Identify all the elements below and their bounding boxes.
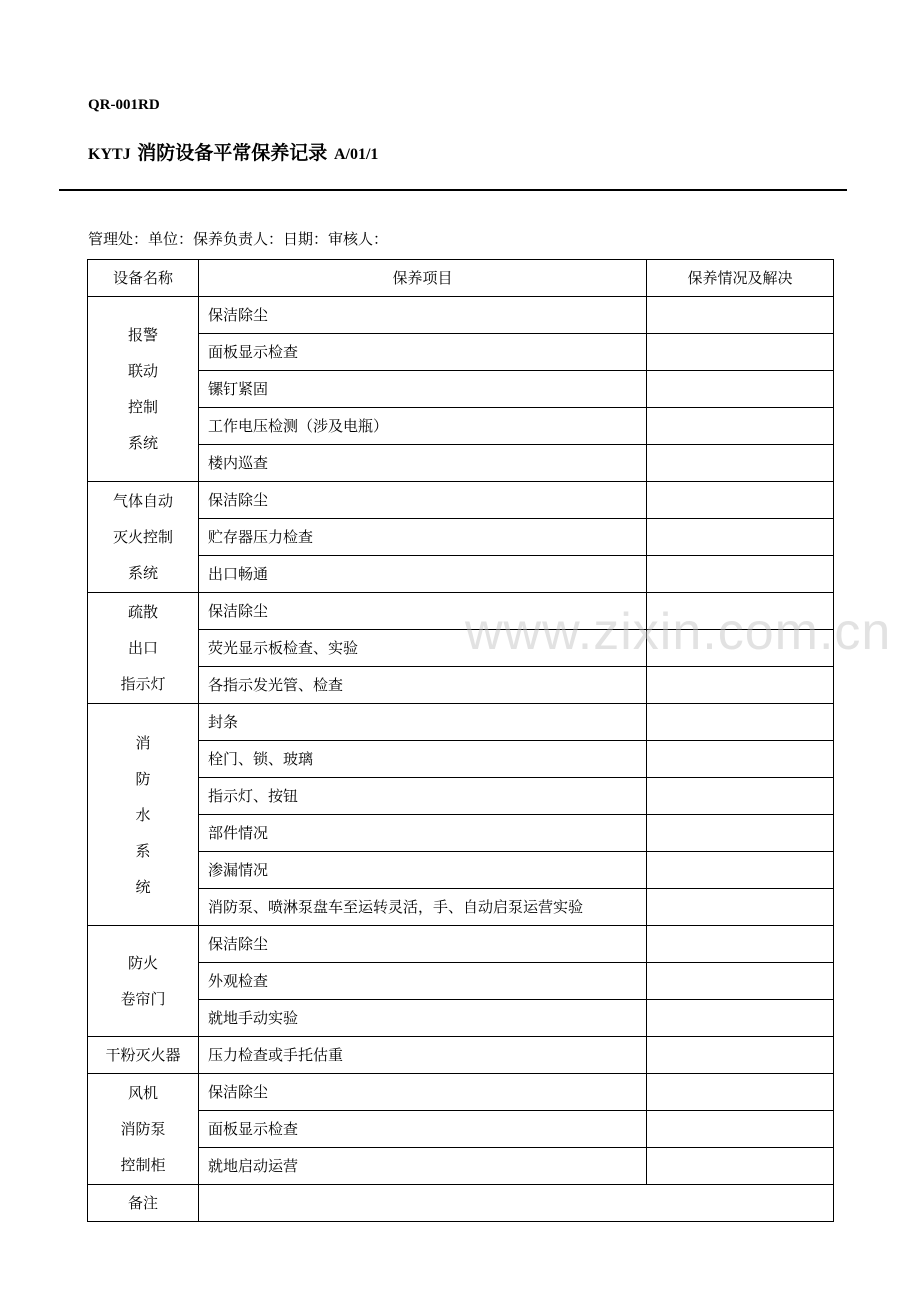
equipment-name-line: 控制柜	[120, 1156, 166, 1174]
header-equipment-name: 设备名称	[88, 260, 199, 297]
maintenance-result-cell[interactable]	[647, 519, 834, 556]
maintenance-result-cell[interactable]	[647, 778, 834, 815]
maintenance-result-cell[interactable]	[647, 889, 834, 926]
table-row	[88, 1000, 834, 1037]
maintenance-item-cell: 压力检查或手托估重	[199, 1037, 647, 1074]
maintenance-result-cell[interactable]	[647, 1037, 834, 1074]
table-row	[88, 704, 834, 741]
title-suffix: A/01/1	[333, 146, 379, 163]
document-title	[88, 138, 378, 165]
table-row	[88, 334, 834, 371]
equipment-name-line: 水	[135, 805, 151, 824]
maintenance-item-cell: 渗漏情况	[199, 852, 647, 889]
maintenance-item-cell: 荧光显示板检查、实验	[199, 630, 647, 667]
maintenance-record-table	[87, 259, 834, 1222]
table-body	[88, 297, 834, 1222]
table-row	[88, 297, 834, 334]
maintenance-item-cell: 保洁除尘	[199, 482, 647, 519]
maintenance-item-cell: 保洁除尘	[199, 297, 647, 334]
equipment-name-cell	[88, 297, 199, 482]
maintenance-item-cell: 保洁除尘	[199, 1074, 647, 1111]
equipment-name-line: 卷帘门	[120, 990, 166, 1008]
document-code: QR-001RD	[88, 97, 160, 113]
maintenance-item-cell: 出口畅通	[199, 556, 647, 593]
maintenance-result-cell[interactable]	[647, 371, 834, 408]
equipment-name-cell	[88, 1074, 199, 1185]
equipment-name-line: 指示灯	[120, 675, 166, 693]
maintenance-item-cell: 栓门、锁、玻璃	[199, 741, 647, 778]
equipment-name-cell	[88, 482, 199, 593]
header-maintenance-item: 保养项目	[199, 260, 647, 297]
maintenance-item-cell: 楼内巡查	[199, 445, 647, 482]
maintenance-item-cell: 消防泵、喷淋泵盘车至运转灵活，手、自动启泵运营实验	[199, 889, 647, 926]
table-row	[88, 482, 834, 519]
maintenance-result-cell[interactable]	[647, 297, 834, 334]
equipment-name-line: 消防泵	[120, 1120, 166, 1138]
maintenance-result-cell[interactable]	[647, 630, 834, 667]
title-main: 消防设备平常保养记录	[137, 142, 328, 164]
table-row	[88, 371, 834, 408]
maintenance-result-cell[interactable]	[647, 704, 834, 741]
equipment-name-line: 干粉灭火器	[105, 1046, 181, 1064]
maintenance-item-cell: 面板显示检查	[199, 334, 647, 371]
equipment-name-line: 统	[135, 877, 151, 896]
maintenance-item-cell: 外观检查	[199, 963, 647, 1000]
table-row	[88, 667, 834, 704]
table-row	[88, 815, 834, 852]
table-row	[88, 741, 834, 778]
table-row	[88, 889, 834, 926]
header-divider	[59, 189, 847, 191]
equipment-name-line: 灭火控制	[112, 528, 173, 546]
maintenance-item-cell: 就地启动运营	[199, 1148, 647, 1185]
table-row	[88, 852, 834, 889]
equipment-name-line: 风机	[127, 1084, 158, 1102]
maintenance-item-cell: 指示灯、按钮	[199, 778, 647, 815]
maintenance-result-cell[interactable]	[647, 852, 834, 889]
equipment-name-line: 控制	[127, 398, 158, 416]
table-row	[88, 408, 834, 445]
table-row	[88, 593, 834, 630]
maintenance-item-cell: 保洁除尘	[199, 926, 647, 963]
table-row	[88, 1148, 834, 1185]
table-row	[88, 556, 834, 593]
equipment-name-line: 消	[135, 733, 151, 752]
equipment-name-line: 联动	[127, 362, 158, 380]
equipment-name-line: 气体自动	[112, 492, 173, 510]
maintenance-result-cell[interactable]	[647, 445, 834, 482]
watermark: www.zixin.com.cn	[465, 603, 892, 661]
title-prefix: KYTJ	[88, 146, 131, 163]
maintenance-result-cell[interactable]	[647, 482, 834, 519]
table-row	[88, 963, 834, 1000]
maintenance-item-cell: 镙钉紧固	[199, 371, 647, 408]
equipment-name-line: 系	[135, 841, 151, 860]
maintenance-result-cell[interactable]	[647, 1148, 834, 1185]
equipment-name-line: 系统	[127, 564, 158, 582]
equipment-name-cell	[88, 704, 199, 926]
table-row	[88, 1074, 834, 1111]
meta-info-line: 管理处：单位：保养负责人：日期：审核人：	[88, 230, 389, 248]
equipment-name-line: 系统	[127, 434, 158, 452]
table-row	[88, 1037, 834, 1074]
maintenance-result-cell[interactable]	[647, 1111, 834, 1148]
equipment-name-cell	[88, 593, 199, 704]
equipment-name-cell	[88, 1037, 199, 1074]
maintenance-result-cell[interactable]	[647, 741, 834, 778]
table-row	[88, 445, 834, 482]
equipment-name-line: 防	[135, 769, 151, 788]
equipment-name-line: 防火	[127, 954, 158, 972]
maintenance-result-cell[interactable]	[647, 1074, 834, 1111]
table-row	[88, 1111, 834, 1148]
maintenance-item-cell: 部件情况	[199, 815, 647, 852]
maintenance-item-cell: 工作电压检测（涉及电瓶）	[199, 408, 647, 445]
table-row	[88, 778, 834, 815]
table-header-row	[88, 260, 834, 297]
equipment-name-line: 出口	[127, 639, 158, 657]
header-maintenance-result: 保养情况及解决	[647, 260, 834, 297]
table-row	[88, 926, 834, 963]
maintenance-item-cell: 面板显示检查	[199, 1111, 647, 1148]
maintenance-item-cell: 就地手动实验	[199, 1000, 647, 1037]
remarks-row	[88, 1185, 834, 1222]
maintenance-item-cell: 保洁除尘	[199, 593, 647, 630]
maintenance-result-cell[interactable]	[647, 667, 834, 704]
maintenance-result-cell[interactable]	[647, 334, 834, 371]
equipment-name-cell	[88, 926, 199, 1037]
maintenance-result-cell[interactable]	[647, 556, 834, 593]
maintenance-item-cell: 封条	[199, 704, 647, 741]
remarks-label: 备注	[88, 1185, 199, 1222]
maintenance-result-cell[interactable]	[647, 593, 834, 630]
equipment-name-line: 报警	[127, 326, 158, 344]
remarks-cell[interactable]	[199, 1185, 834, 1222]
table-row	[88, 519, 834, 556]
equipment-name-line: 疏散	[127, 603, 158, 621]
maintenance-item-cell: 各指示发光管、检查	[199, 667, 647, 704]
maintenance-result-cell[interactable]	[647, 926, 834, 963]
maintenance-result-cell[interactable]	[647, 963, 834, 1000]
table-row	[88, 630, 834, 667]
maintenance-result-cell[interactable]	[647, 408, 834, 445]
maintenance-result-cell[interactable]	[647, 815, 834, 852]
maintenance-result-cell[interactable]	[647, 1000, 834, 1037]
maintenance-item-cell: 贮存器压力检查	[199, 519, 647, 556]
